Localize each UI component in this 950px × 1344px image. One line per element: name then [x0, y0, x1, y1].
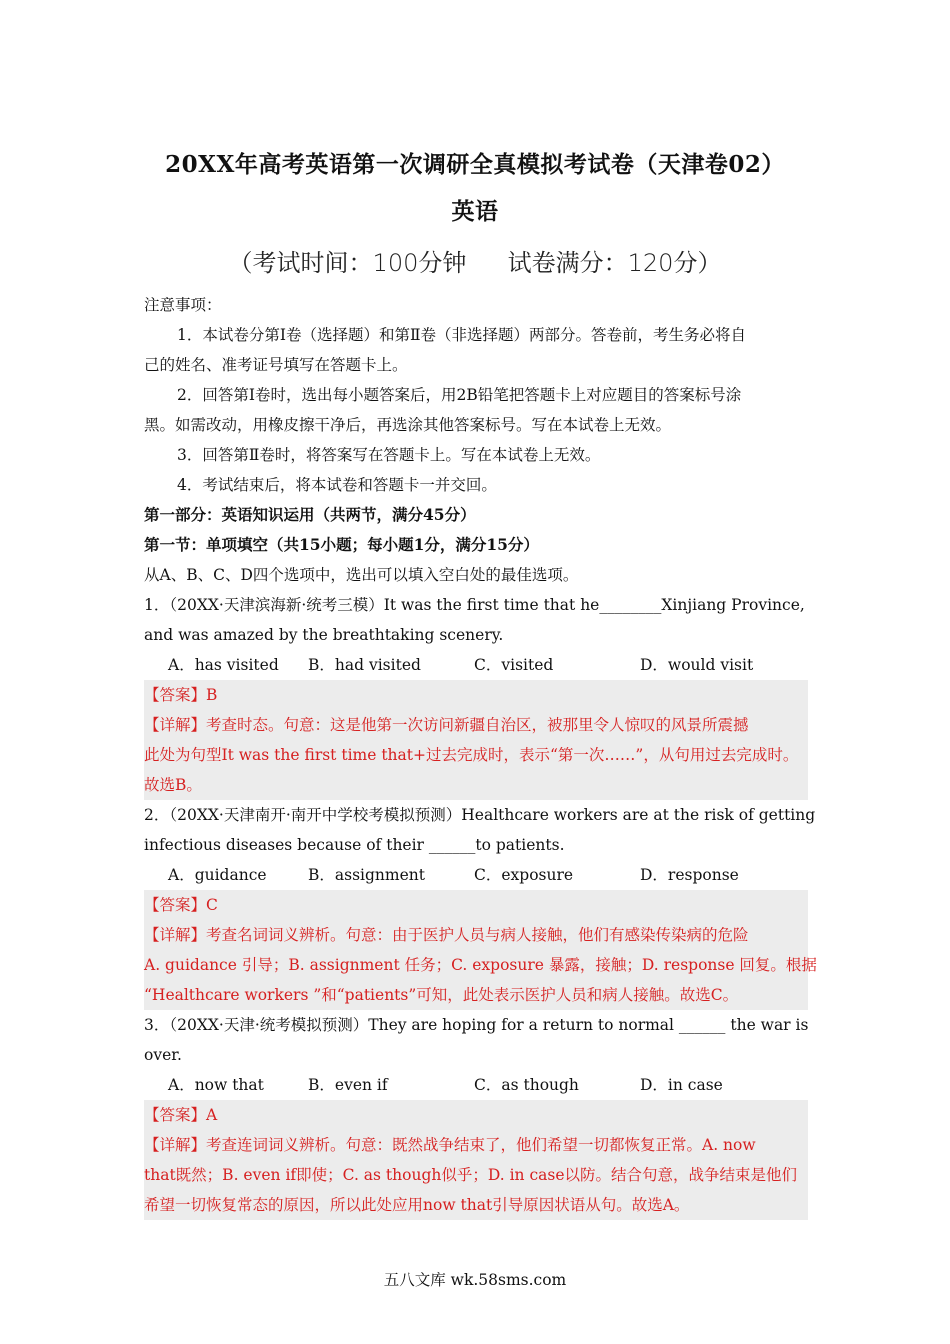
explanation-1c: 故选B。 [144, 776, 202, 794]
option-d: D．response [640, 866, 739, 884]
option-b: B．even if [308, 1076, 388, 1094]
answer-box-1 [144, 680, 808, 800]
question-1-options [144, 650, 808, 680]
option-a: A．now that [168, 1076, 264, 1094]
option-b: B．had visited [308, 656, 421, 674]
question-2-stem: 2．（20XX·天津南开·南开中学校考模拟预测）Healthcare workers are at the risk of getting [144, 806, 816, 824]
option-c: C．exposure [474, 866, 574, 884]
question-1-stem-2: and was amazed by the breathtaking scenery. [144, 626, 504, 644]
notice-item-1b: 己的姓名、准考证号填写在答题卡上。 [144, 356, 408, 374]
question-3-options [144, 1070, 808, 1100]
explanation-2b: A. guidance 引导；B. assignment 任务；C. exposure 暴露，接触；D. response 回复。根据 [144, 956, 817, 974]
notice-item-1a: 1．本试卷分第Ⅰ卷（选择题）和第Ⅱ卷（非选择题）两部分。答卷前，考生务必将自 [177, 326, 747, 344]
answer-1: 【答案】B [144, 686, 218, 704]
question-2-stem-2: infectious diseases because of their ______to patients. [144, 836, 565, 854]
answer-2: 【答案】C [144, 896, 218, 914]
explanation-1a: 【详解】考查时态。句意：这是他第一次访问新疆自治区，被那里令人惊叹的风景所震撼 [144, 716, 749, 734]
option-d: D．would visit [640, 656, 754, 674]
option-a: A．guidance [168, 866, 267, 884]
question-3-stem-2: over. [144, 1046, 182, 1064]
explanation-3c: 希望一切恢复常态的原因，所以此处应用now that引导原因状语从句。故选A。 [144, 1196, 690, 1214]
answer-3: 【答案】A [144, 1106, 218, 1124]
section-heading: 第一节：单项填空（共15小题；每小题1分，满分15分） [144, 535, 539, 554]
notice-item-2a: 2．回答第Ⅰ卷时，选出每小题答案后，用2B铅笔把答题卡上对应题目的答案标号涂 [177, 386, 742, 404]
exam-content [144, 290, 817, 1220]
option-c: C．as though [474, 1076, 579, 1094]
option-b: B．assignment [308, 866, 425, 884]
exam-info [0, 243, 950, 278]
part-heading: 第一部分：英语知识运用（共两节，满分45分） [144, 505, 476, 524]
question-1-stem: 1．（20XX·天津滨海新·统考三模）It was the first time that he________Xinjiang Province, [144, 596, 805, 614]
option-a: A．has visited [168, 656, 279, 674]
explanation-3a: 【详解】考查连词词义辨析。句意：既然战争结束了，他们希望一切都恢复正常。A. now [144, 1136, 756, 1154]
option-d: D．in case [640, 1076, 723, 1094]
section-instruction: 从A、B、C、D四个选项中，选出可以填入空白处的最佳选项。 [144, 566, 579, 584]
explanation-2a: 【详解】考查名词词义辨析。句意：由于医护人员与病人接触，他们有感染传染病的危险 [144, 926, 749, 944]
page-title: 20XX年高考英语第一次调研全真模拟考试卷（天津卷02） [165, 151, 785, 178]
explanation-3b: that既然；B. even if即使；C. as though似乎；D. in case以防。结合句意，战争结束是他们 [144, 1166, 797, 1184]
footer-watermark: 五八文库 wk.58sms.com [383, 1271, 567, 1289]
notice-item-4: 4．考试结束后，将本试卷和答题卡一并交回。 [177, 476, 497, 494]
exam-time: （考试时间：100分钟 [228, 249, 467, 277]
explanation-2c: “Healthcare workers ”和“patients”可知，此处表示医护人员和病人接触。故选C。 [144, 986, 739, 1004]
question-2-options [144, 860, 808, 890]
option-c: C．visited [474, 656, 554, 674]
notice-heading: 注意事项： [144, 296, 222, 314]
question-3-stem: 3．（20XX·天津·统考模拟预测）They are hoping for a return to normal ______ the war is [144, 1016, 809, 1034]
page-subtitle: 英语 [451, 198, 499, 225]
exam-score: 试卷满分：120分） [507, 249, 722, 277]
notice-item-3: 3．回答第Ⅱ卷时，将答案写在答题卡上。写在本试卷上无效。 [177, 446, 601, 464]
answer-box-2 [144, 890, 817, 1010]
explanation-1b: 此处为句型It was the first time that+过去完成时，表示“第一次……”，从句用过去完成时。 [144, 746, 799, 764]
answer-box-3 [144, 1100, 808, 1220]
notice-item-2b: 黑。如需改动，用橡皮擦干净后，再选涂其他答案标号。写在本试卷上无效。 [144, 416, 672, 434]
